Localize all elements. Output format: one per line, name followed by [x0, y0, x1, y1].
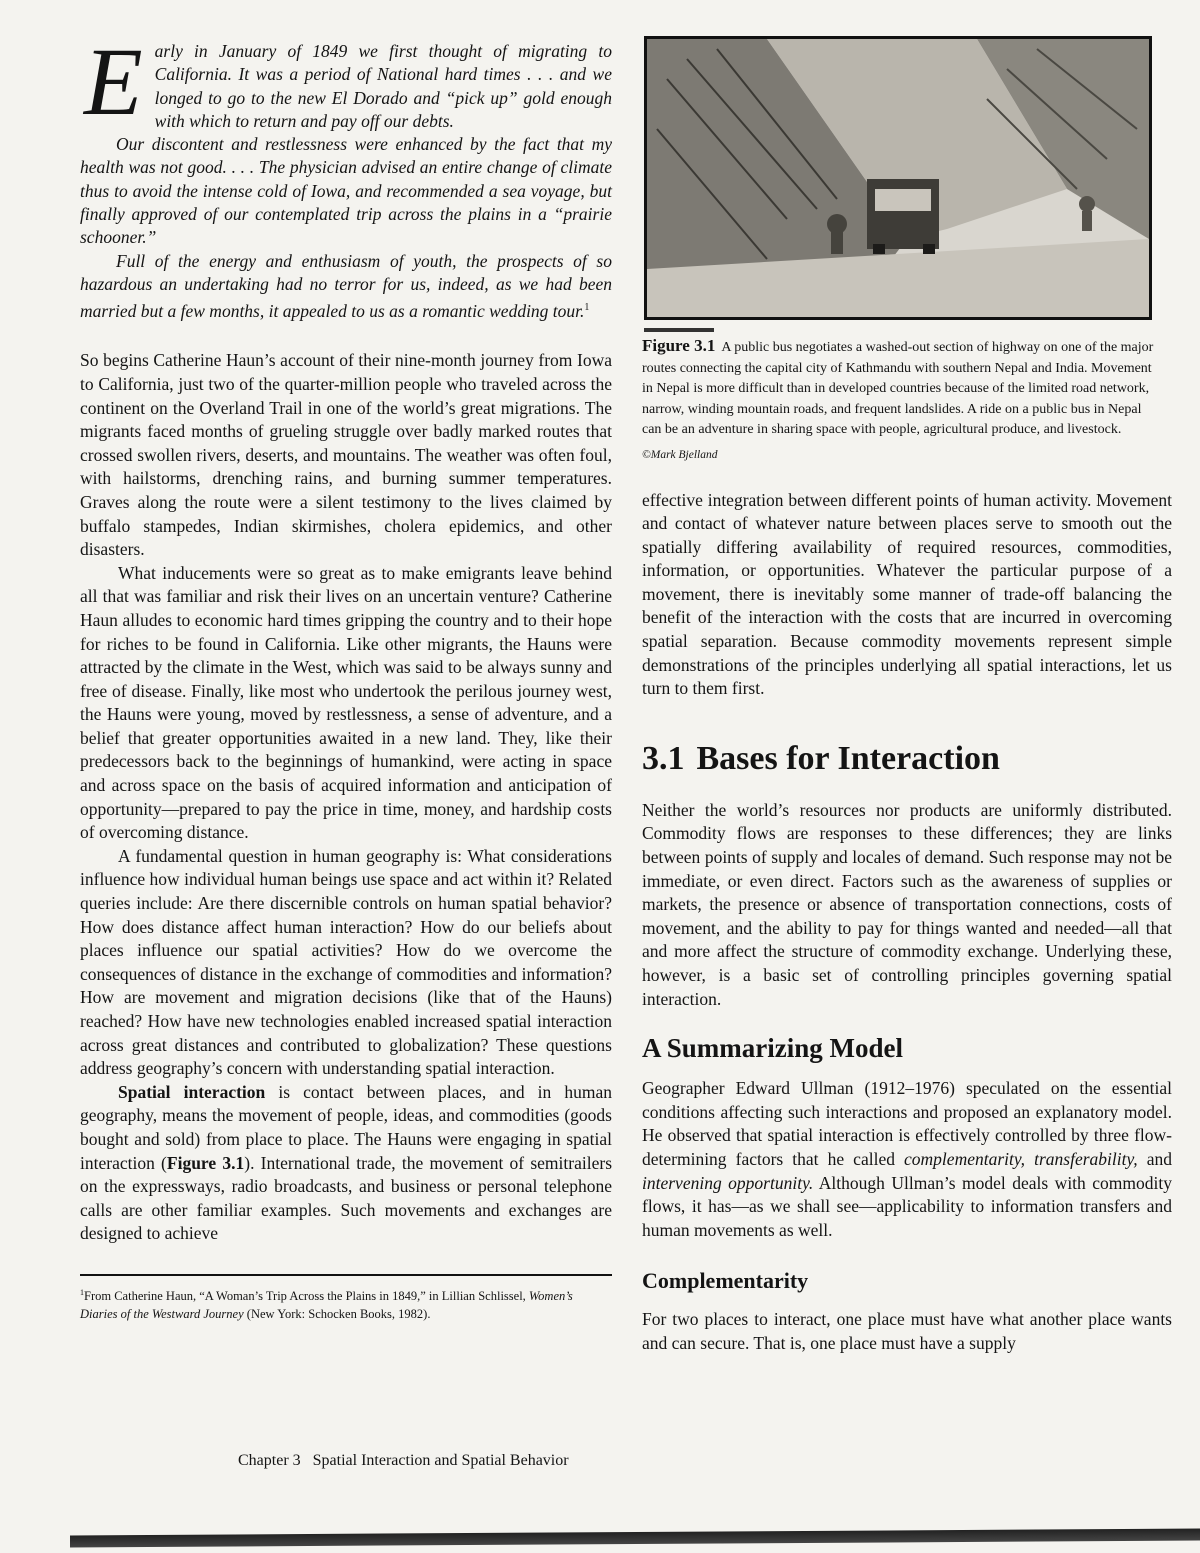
figure-photo — [644, 36, 1152, 320]
body-span: Although Ullman’s model deals with commodity flows, it has—as we shall see—applicability to information transfers and human movements as well. — [642, 1172, 1172, 1240]
figure-label: Figure 3.1 — [642, 336, 716, 355]
figure-reference: Figure 3.1 — [166, 1152, 245, 1173]
body-paragraph — [642, 1077, 1172, 1242]
body-span: and — [1137, 1148, 1172, 1169]
figure-caption — [642, 336, 1157, 441]
key-term: complementarity, transferability, — [904, 1148, 1138, 1169]
right-body-text — [642, 489, 1172, 701]
summarizing-body — [642, 1077, 1172, 1242]
caption-text: A public bus negotiates a washed-out section of highway on one of the major routes connecting the capital city of Kathmandu with southern Nepal and India. Movement in Nepal is more difficult than in developed countries because of the limited road network, narrow, winding mountain roads, and frequent landslides. A ride on a public bus in Nepal can be an adventure in sharing space with people, agricultural produce, and livestock. — [642, 340, 1154, 437]
footer-chapter: Chapter 3 — [238, 1452, 301, 1469]
running-footer — [238, 1452, 569, 1470]
footnote-text: From Catherine Haun, “A Woman’s Trip Across the Plains in 1849,” in Lillian Schlissel, — [84, 1289, 529, 1304]
footnote-text: (New York: Schocken Books, 1982). — [243, 1307, 431, 1322]
epigraph-text-1: arly in January of 1849 we first thought of migrating to California. It was a period of National hard times . . . and we longed to go to the new El Dorado and “pick up” gold enough with which to return and pay off our debts. — [154, 41, 612, 131]
epigraph-quote — [80, 28, 612, 323]
left-body-text — [80, 349, 612, 1246]
body-paragraph: effective integration between different points of human activity. Movement and contact of whatever nature between places serve to smooth out the spatially differing availability of required resources, commodities, information, or opportunities. Whatever the particular purpose of a movement, there is inevitably some manner of trade-off balancing the benefit of the interaction with the costs that are incurred in overcoming spatial separation. Because commodity movements represent simple demonstrations of the principles underlying all spatial interactions, let us turn to them first. — [642, 489, 1172, 699]
section-number: 3.1 — [642, 739, 685, 777]
footer-title: Spatial Interaction and Spatial Behavior — [312, 1452, 569, 1469]
complementarity-body — [642, 1308, 1172, 1355]
footnote — [80, 1284, 612, 1323]
key-term: Spatial interaction — [118, 1081, 266, 1102]
key-term: intervening opportunity. — [642, 1172, 814, 1193]
drop-cap: E — [84, 28, 143, 135]
sub-subsection-heading: Complementarity — [642, 1268, 809, 1294]
photo-divider — [644, 328, 714, 332]
body-paragraph: A fundamental question in human geography is: What considerations influence how individual human beings use space and act within it? Related queries include: Are there discernible controls on human spatial behavior? How does distance affect human interaction? How do our beliefs about places influence our spatial activities? How do we overcome the consequences of distance in the exchange of commodities and information? How are movement and migration decisions (like that of the Hauns) reached? How have new technologies enabled increased spatial interaction across great distances and contributed to globalization? These questions address geography’s concern with understanding spatial interaction. — [80, 845, 612, 1079]
footnote-ref: 1 — [584, 302, 590, 314]
scan-edge-shadow — [70, 1529, 1200, 1548]
epigraph-text-3: Full of the energy and enthusiasm of youth, the prospects of so hazardous an undertaking had no terror for us, indeed, as we had been married but a few months, it appealed to us as a romantic wedding tour. — [80, 250, 612, 322]
epigraph-paragraph — [80, 250, 612, 324]
body-paragraph: For two places to interact, one place must have what another place wants and can secure. That is, one place must have a supply — [642, 1309, 1172, 1353]
body-span: ). International trade, the movement of semitrailers on the expressways, radio broadcasts, and business or personal telephone calls are other familiar examples. Such movements and exchanges are designed to achieve — [80, 1152, 612, 1244]
right-column — [642, 36, 1172, 1356]
epigraph-paragraph: Our discontent and restlessness were enhanced by the fact that my health was not good. . . . The physician advised an entire change of climate thus to avoid the intense cold of Iowa, and recommended a sea voyage, but finally approved of our contemplated trip across the plains in a “prairie schooner.” — [80, 134, 612, 248]
footnote-book-title: Women’s Diaries of the Westward Journey — [80, 1289, 573, 1322]
body-paragraph — [80, 1081, 612, 1246]
photo-credit: ©Mark Bjelland — [642, 448, 718, 461]
body-span: Geographer Edward Ullman (1912–1976) speculated on the essential conditions affecting such interactions and proposed an explanatory model. He observed that spatial interaction is effectively controlled by three flow-determining factors that he called — [642, 1078, 1172, 1169]
bus-on-mountain-road-image — [647, 39, 1149, 317]
body-span: is contact between places, and in human geography, means the movement of people, ideas, and commodities (goods bought and sold) from place to place. The Hauns were engaging in spatial interaction ( — [80, 1081, 613, 1173]
section-body — [642, 799, 1172, 1011]
footnote-mark: 1 — [80, 1287, 84, 1297]
footnote-divider — [80, 1274, 612, 1276]
epigraph-paragraph — [80, 28, 612, 135]
subsection-heading: A Summarizing Model — [642, 1033, 903, 1064]
body-paragraph: Neither the world’s resources nor products are uniformly distributed. Commodity flows are responses to these differences; they are links between points of supply and locales of demand. Such response may not be immediate, or even direct. Factors such as the awareness of supplies or markets, the presence or absence of transportation connections, costs of movement, and the ability to pay for things wanted and needed—all that and more affect the structure of commodity exchange. Underlying these, however, is a basic set of controlling principles governing spatial interaction. — [642, 799, 1172, 1009]
section-heading — [642, 741, 1172, 777]
left-column — [80, 28, 613, 1323]
body-paragraph: So begins Catherine Haun’s account of their nine-month journey from Iowa to California, just two of the quarter-million people who traveled across the continent on the Overland Trail in one of the world’s great migrations. The migrants faced months of grueling struggle over badly marked routes that crossed swollen rivers, deserts, and mountains. The weather was often foul, with hailstorms, drenching rains, and burning summer temperatures. Graves along the route were a silent testimony to the lives claimed by buffalo stampedes, Indian skirmishes, cholera epidemics, and other disasters. — [80, 350, 612, 560]
section-title: Bases for Interaction — [696, 739, 1000, 777]
body-paragraph: What inducements were so great as to make emigrants leave behind all that was familiar and risk their lives on an uncertain venture? Catherine Haun alludes to economic hard times gripping the country and to their hope for riches to be found in California. Like other migrants, the Hauns were attracted by the climate in the West, which was said to be always sunny and free of disease. Finally, like most who undertook the perilous journey west, the Hauns were young, moved by restlessness, a sense of adventure, and a belief that greater opportunities awaited in a new land. They, like their predecessors back to the beginnings of humankind, were acting in space and across space on the basis of acquired information and anticipation of opportunity—prepared to pay the price in time, money, and hardship costs of overcoming distance. — [80, 562, 612, 843]
